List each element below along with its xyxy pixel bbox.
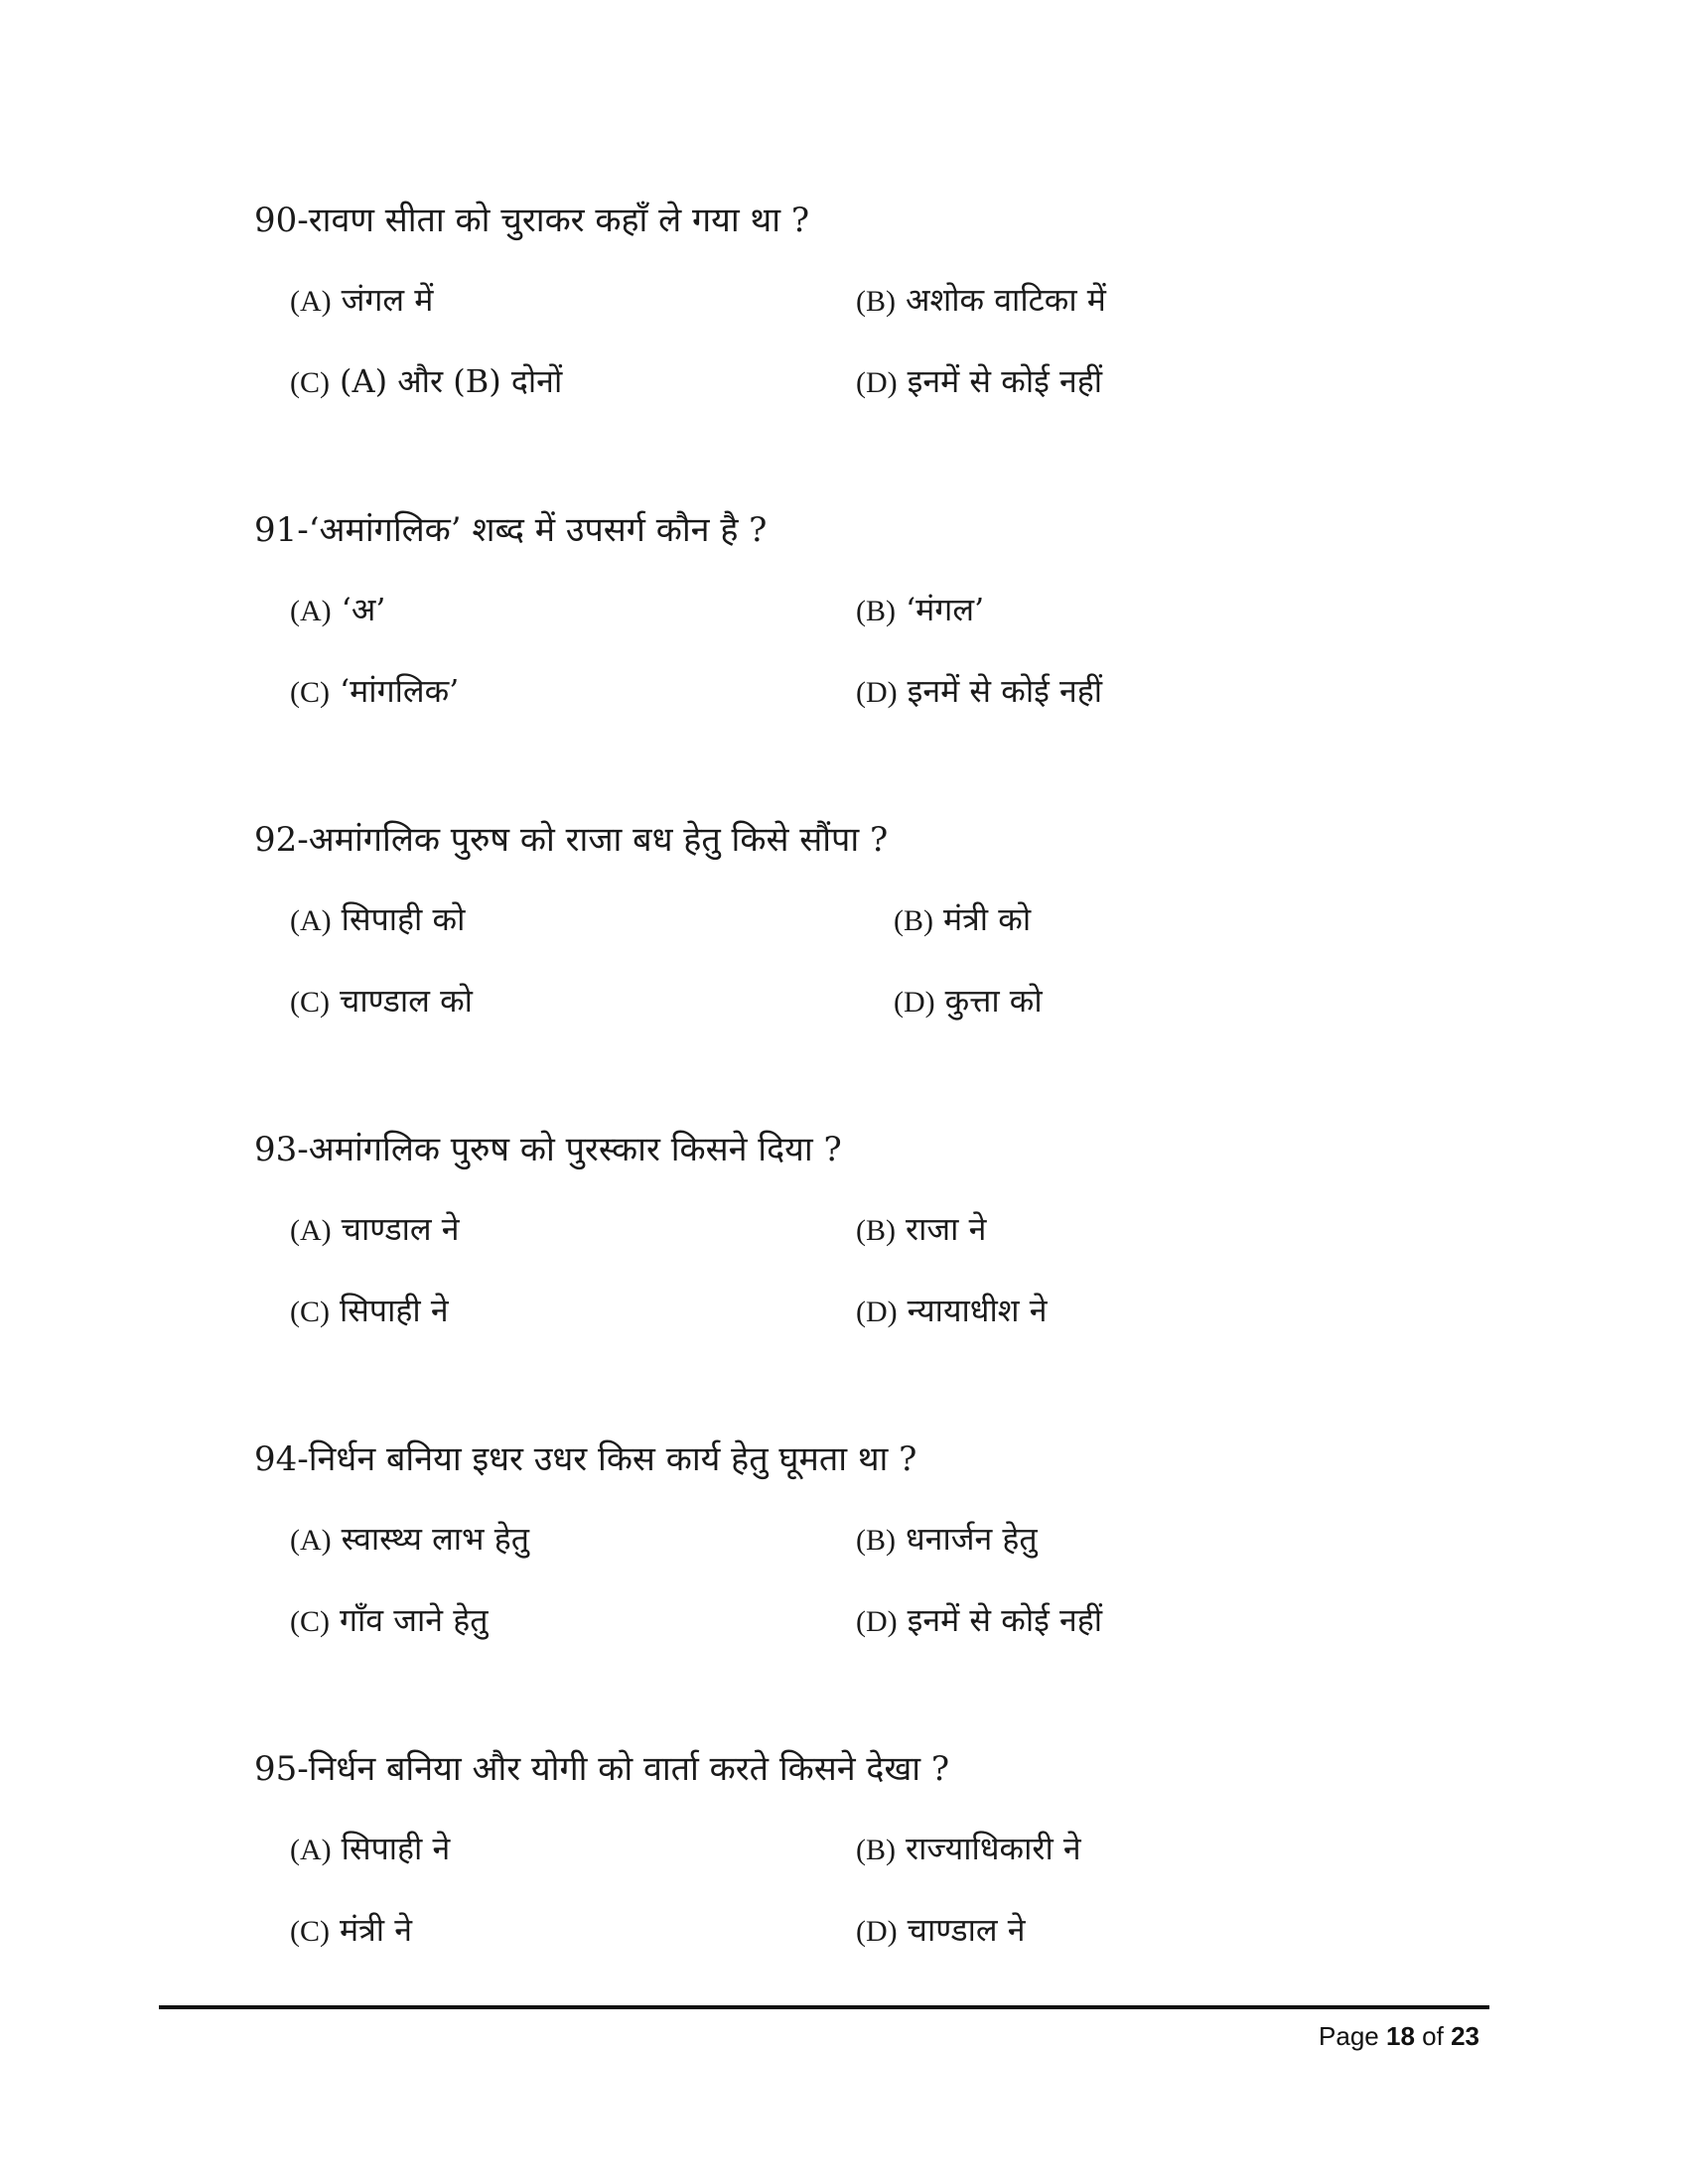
option-text: जंगल में	[341, 281, 434, 319]
option-label: (B)	[894, 904, 933, 937]
option-label: (D)	[856, 1296, 898, 1328]
option-text: राज्याधिकारी ने	[906, 1830, 1081, 1867]
option-text: चाण्डाल को	[340, 982, 473, 1020]
option-label: (C)	[290, 366, 330, 399]
option-label: (B)	[856, 1524, 896, 1557]
page-prefix: Page	[1319, 2021, 1379, 2051]
question-94	[254, 1437, 1545, 1642]
option-b	[856, 588, 984, 633]
page-of: of	[1422, 2021, 1444, 2051]
option-label: (C)	[290, 986, 330, 1019]
footer-divider	[159, 2005, 1489, 2009]
option-text: चाण्डाल ने	[341, 1210, 460, 1248]
option-label: (A)	[290, 1834, 332, 1866]
option-label: (B)	[856, 285, 896, 318]
options	[290, 1517, 1545, 1642]
option-b	[856, 1207, 986, 1253]
question-text: 94-निर्धन बनिया इधर उधर किस कार्य हेतु घूमता था ?	[254, 1439, 917, 1479]
option-label: (C)	[290, 1915, 330, 1948]
question-92	[254, 818, 1545, 1023]
option-label: (A)	[290, 904, 332, 937]
option-label: (D)	[856, 676, 898, 709]
question-90	[254, 199, 1545, 403]
option-label: (A)	[290, 1524, 332, 1557]
option-text: सिपाही ने	[340, 1292, 449, 1329]
option-b	[894, 897, 1031, 943]
question-text: 93-अमांगलिक पुरुष को पुरस्कार किसने दिया ?	[254, 1130, 842, 1169]
question-91	[254, 508, 1545, 713]
option-label: (D)	[856, 1605, 898, 1638]
option-a	[290, 897, 465, 943]
page-current: 18	[1386, 2021, 1415, 2051]
option-a	[290, 1207, 460, 1253]
option-a	[290, 588, 385, 633]
option-text: इनमें से कोई नहीं	[907, 362, 1103, 400]
option-text: ‘मंगल’	[906, 591, 985, 628]
option-a	[290, 1827, 450, 1872]
option-label: (B)	[856, 1834, 896, 1866]
question-text: 95-निर्धन बनिया और योगी को वार्ता करते किसने देखा ?	[254, 1749, 950, 1789]
option-d	[856, 359, 1102, 405]
option-text: चाण्डाल ने	[907, 1911, 1026, 1949]
option-a	[290, 278, 433, 324]
option-text: अशोक वाटिका में	[906, 281, 1106, 319]
options	[290, 1827, 1545, 1952]
option-a	[290, 1517, 529, 1563]
option-text: ‘मांगलिक’	[340, 672, 460, 710]
option-text: राजा ने	[906, 1210, 987, 1248]
option-label: (D)	[856, 366, 898, 399]
option-label: (C)	[290, 1296, 330, 1328]
option-c	[290, 979, 473, 1024]
question-text: 92-अमांगलिक पुरुष को राजा बध हेतु किसे सौंपा ?	[254, 820, 889, 860]
options	[290, 278, 1545, 403]
options	[290, 588, 1545, 713]
page-total: 23	[1451, 2021, 1479, 2051]
option-text: मंत्री को	[943, 900, 1032, 938]
option-label: (B)	[856, 1214, 896, 1247]
option-label: (B)	[856, 595, 896, 627]
option-b	[856, 1827, 1081, 1872]
option-label: (D)	[856, 1915, 898, 1948]
option-label: (A)	[290, 1214, 332, 1247]
option-label: (A)	[290, 285, 332, 318]
option-b	[856, 278, 1106, 324]
question-95	[254, 1747, 1545, 1952]
option-text: ‘अ’	[341, 591, 386, 628]
option-text: सिपाही ने	[341, 1830, 451, 1867]
option-text: इनमें से कोई नहीं	[907, 672, 1103, 710]
question-93	[254, 1128, 1545, 1332]
option-d	[856, 1289, 1047, 1334]
option-text: सिपाही को	[341, 900, 466, 938]
option-c	[290, 359, 562, 405]
option-text: इनमें से कोई नहीं	[907, 1601, 1103, 1639]
option-text: स्वास्थ्य लाभ हेतु	[341, 1520, 529, 1558]
page-number	[1319, 2021, 1479, 2052]
option-label: (A)	[290, 595, 332, 627]
option-d	[894, 979, 1043, 1024]
option-c	[290, 1908, 412, 1954]
options	[290, 897, 1545, 1023]
option-text: (A) और (B) दोनों	[340, 362, 563, 400]
option-label: (C)	[290, 1605, 330, 1638]
option-text: कुत्ता को	[944, 982, 1043, 1020]
option-d	[856, 669, 1102, 715]
option-text: न्यायाधीश ने	[907, 1292, 1048, 1329]
option-c	[290, 669, 459, 715]
option-text: गाँव जाने हेतु	[340, 1601, 489, 1639]
option-c	[290, 1598, 488, 1644]
option-label: (D)	[894, 986, 935, 1019]
options	[290, 1207, 1545, 1332]
option-text: मंत्री ने	[340, 1911, 413, 1949]
option-c	[290, 1289, 449, 1334]
option-label: (C)	[290, 676, 330, 709]
option-d	[856, 1908, 1026, 1954]
question-text: 91-‘अमांगलिक’ शब्द में उपसर्ग कौन है ?	[254, 510, 768, 550]
option-b	[856, 1517, 1038, 1563]
question-text: 90-रावण सीता को चुराकर कहाँ ले गया था ?	[254, 201, 810, 240]
option-d	[856, 1598, 1102, 1644]
option-text: धनार्जन हेतु	[906, 1520, 1038, 1558]
